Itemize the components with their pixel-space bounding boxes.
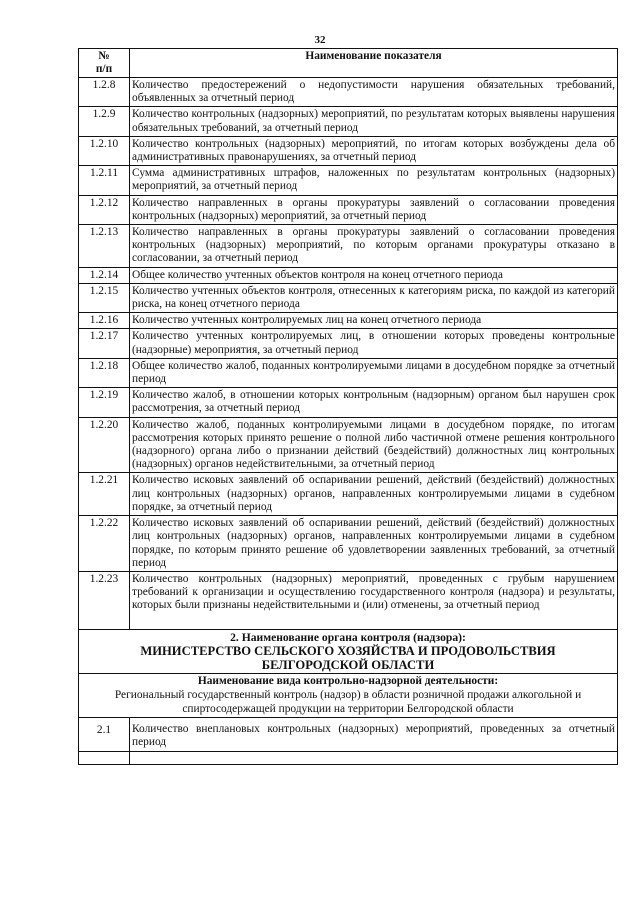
- row-indicator-name: Количество учтенных контролируемых лиц, в отношении которых проведены контрольные (надзорные) мероприятия, за отчетный период: [130, 329, 618, 358]
- table-header-row: [79, 49, 618, 78]
- table-row: [79, 195, 618, 224]
- row-number: 1.2.22: [79, 516, 130, 572]
- empty-number-cell: [79, 751, 130, 764]
- row-indicator-name: Общее количество жалоб, поданных контролируемыми лицами в досудебном порядке за отчетный период: [130, 358, 618, 387]
- table-row: [79, 329, 618, 358]
- table-row: [79, 473, 618, 516]
- row-indicator-name: Общее количество учтенных объектов контроля на конец отчетного периода: [130, 267, 618, 283]
- table-row: [79, 516, 618, 572]
- control-type-text: Региональный государственный контроль (надзор) в области розничной продажи алкогольной и спиртосодержащей продукции на территории Белгородской области: [114, 689, 582, 716]
- row-number: 1.2.11: [79, 166, 130, 195]
- table-row: [79, 267, 618, 283]
- header-name-column: Наименование показателя: [130, 49, 618, 78]
- indicator-table: [78, 48, 618, 765]
- header-number-sign: №: [98, 50, 110, 62]
- table-empty-space: [79, 751, 618, 764]
- row-number: 1.2.12: [79, 195, 130, 224]
- row-indicator-name: Количество предостережений о недопустимости нарушения обязательных требований, объявленных за отчетный период: [130, 78, 618, 107]
- row-indicator-name: Количество направленных в органы прокуратуры заявлений о согласовании проведения контрольных (надзорных) мероприятий, за отчетный период: [130, 195, 618, 224]
- row-indicator-name: Количество контрольных (надзорных) мероприятий, проведенных с грубым нарушением требований к организации и осуществлению государственного контроля (надзора) и результаты, которых были признаны недействительными и (или) отменены, за отчетный период: [130, 571, 618, 629]
- row-indicator-name: Количество контрольных (надзорных) мероприятий, по итогам которых возбуждены дела об административных правонарушениях, за отчетный период: [130, 136, 618, 165]
- control-type-heading: Наименование вида контрольно-надзорной деятельности:: [197, 675, 499, 688]
- row-indicator-name: Количество контрольных (надзорных) мероприятий, по результатам которых выявлены нарушения обязательных требований, за отчетный период: [130, 107, 618, 136]
- table-row: [79, 358, 618, 387]
- table-row: [79, 166, 618, 195]
- row-number: 1.2.9: [79, 107, 130, 136]
- table-row: [79, 718, 618, 751]
- table-row: [79, 388, 618, 417]
- row-number: 1.2.17: [79, 329, 130, 358]
- section-heading: 2. Наименование органа контроля (надзора):: [230, 630, 466, 644]
- section-row: [79, 629, 618, 674]
- ministry-name-line-2: БЕЛГОРОДСКОЙ ОБЛАСТИ: [261, 658, 435, 673]
- row-number: 1.2.14: [79, 267, 130, 283]
- table-row: [79, 78, 618, 107]
- row-number: 2.1: [79, 718, 130, 751]
- row-indicator-name: Количество исковых заявлений об оспаривании решений, действий (бездействий) должностных лиц контрольных (надзорных) органов, направленных контролируемыми лицами в судебном порядке, за отчетный период: [130, 473, 618, 516]
- page-number: 32: [314, 34, 326, 46]
- header-number-column: [79, 49, 130, 78]
- table-row: [79, 283, 618, 312]
- row-number: 1.2.20: [79, 417, 130, 473]
- row-indicator-name: Количество исковых заявлений об оспаривании решений, действий (бездействий) должностных лиц контрольных (надзорных) органов, направленных контролируемыми лицами в судебном порядке, по которым принято решение об удовлетворении заявленных требований, за отчетный период: [130, 516, 618, 572]
- row-indicator-name: Сумма административных штрафов, наложенных по результатам контрольных (надзорных) мероприятий, за отчетный период: [130, 166, 618, 195]
- table-row: [79, 571, 618, 629]
- table-row: [79, 417, 618, 473]
- row-indicator-name: Количество учтенных объектов контроля, отнесенных к категориям риска, по каждой из категорий риска, на конец отчетного периода: [130, 283, 618, 312]
- row-indicator-name: Количество внеплановых контрольных (надзорных) мероприятий, проведенных за отчетный период: [130, 718, 618, 751]
- header-number-abbr: п/п: [95, 63, 113, 75]
- empty-name-cell: [130, 751, 618, 764]
- row-number: 1.2.21: [79, 473, 130, 516]
- row-number: 1.2.15: [79, 283, 130, 312]
- table-row: [79, 136, 618, 165]
- row-indicator-name: Количество жалоб, в отношении которых контрольным (надзорным) органом был нарушен срок рассмотрения, за отчетный период: [130, 388, 618, 417]
- row-number: 1.2.13: [79, 225, 130, 268]
- control-type-cell: [79, 674, 618, 718]
- row-indicator-name: Количество жалоб, поданных контролируемыми лицами в досудебном порядке, по итогам рассмотрения которых принято решение о полной либо частичной отмене решения контрольного (надзорного) органа либо о признании действий (бездействий) должностных лиц контрольных (надзорных) органов недействительными, за отчетный период: [130, 417, 618, 473]
- ministry-name-line-1: МИНИСТЕРСТВО СЕЛЬСКОГО ХОЗЯЙСТВА И ПРОДОВОЛЬСТВИЯ: [140, 644, 556, 659]
- row-number: 1.2.19: [79, 388, 130, 417]
- row-number: 1.2.16: [79, 313, 130, 329]
- section-title-cell: [79, 629, 618, 674]
- table-row: [79, 107, 618, 136]
- row-number: 1.2.23: [79, 571, 130, 629]
- row-indicator-name: Количество направленных в органы прокуратуры заявлений о согласовании проведения контрольных (надзорных) мероприятий, по которым органами прокуратуры отказано в согласовании, за отчетный период: [130, 225, 618, 268]
- row-number: 1.2.10: [79, 136, 130, 165]
- control-type-row: [79, 674, 618, 718]
- table-row: [79, 225, 618, 268]
- row-indicator-name: Количество учтенных контролируемых лиц на конец отчетного периода: [130, 313, 618, 329]
- row-number: 1.2.18: [79, 358, 130, 387]
- row-number: 1.2.8: [79, 78, 130, 107]
- table-row: [79, 313, 618, 329]
